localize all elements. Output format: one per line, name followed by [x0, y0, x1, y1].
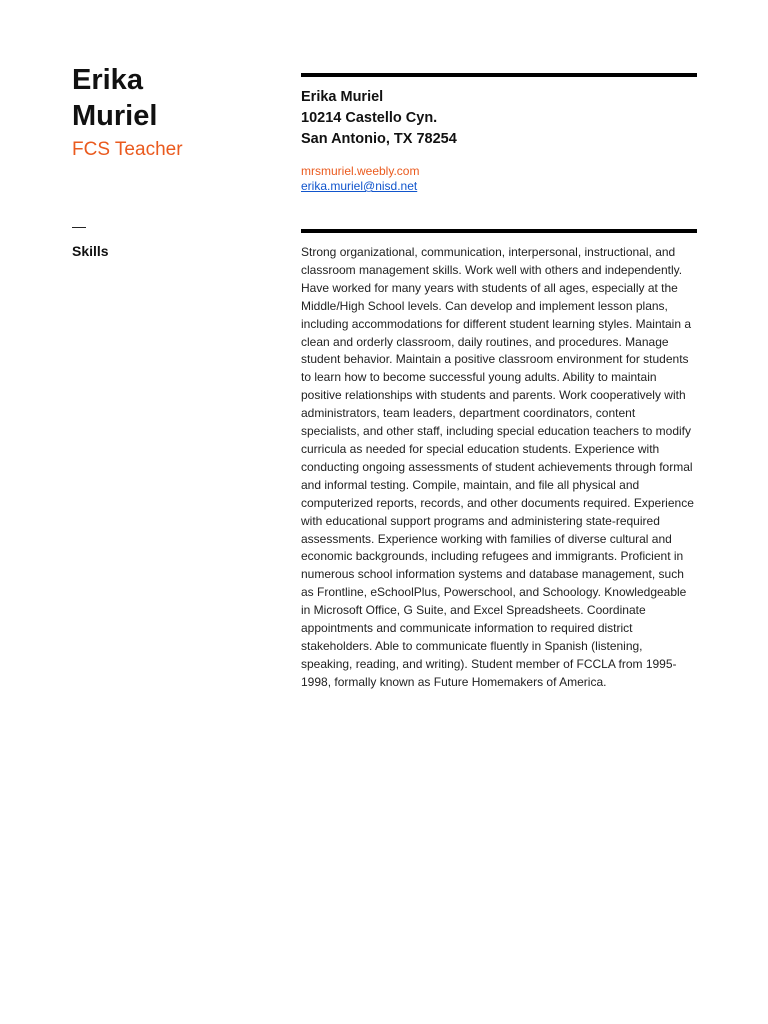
first-name: Erika	[72, 64, 143, 96]
last-name: Muriel	[72, 100, 158, 132]
contact-name: Erika Muriel	[301, 89, 384, 105]
top-divider-rule	[301, 73, 697, 77]
section-dash: —	[72, 218, 86, 234]
address-line-2: San Antonio, TX 78254	[301, 131, 457, 147]
email-link[interactable]: erika.muriel@nisd.net	[301, 179, 418, 193]
section-divider-rule	[301, 229, 697, 233]
skills-paragraph: Strong organizational, communication, interpersonal, instructional, and classroom management skills. Work well with others and independently. Have worked for many years with students of all ages, especially at the Middle/High School levels. Can develop and implement lesson plans, including accommodations for different student learning styles. Maintain a clean and orderly classroom, daily routines, and procedures. Manage student behavior. Maintain a positive classroom environment for students to learn how to become successful young adults. Ability to maintain positive relationships with students and parents. Work cooperatively with administrators, team leaders, department coordinators, content specialists, and other staff, including special education teachers to modify curricula as needed for special education students. Experience with conducting ongoing assessments of student achievements through formal and informal testing. Compile, maintain, and file all physical and computerized reports, records, and other documents required. Experience with educational support programs and administering state-required assessments. Experience working with families of diverse cultural and economic backgrounds, including refugees and immigrants. Proficient in numerous school information systems and database management, such as Frontline, eSchoolPlus, Powerschool, and Schoology. Knowledgeable in Microsoft Office, G Suite, and Excel Spreadsheets. Coordinate appointments and communicate information to required district stakeholders. Able to communicate fluently in Spanish (listening, speaking, reading, and writing). Student member of FCCLA from 1995-1998, formally known as Future Homemakers of America.	[301, 245, 694, 689]
website-link[interactable]: mrsmuriel.weebly.com	[301, 164, 420, 178]
address-line-1: 10214 Castello Cyn.	[301, 110, 438, 126]
job-title: FCS Teacher	[72, 139, 183, 160]
skills-heading: Skills	[72, 243, 109, 259]
name-block	[72, 62, 272, 164]
links-block	[301, 164, 697, 194]
contact-block	[301, 87, 697, 150]
